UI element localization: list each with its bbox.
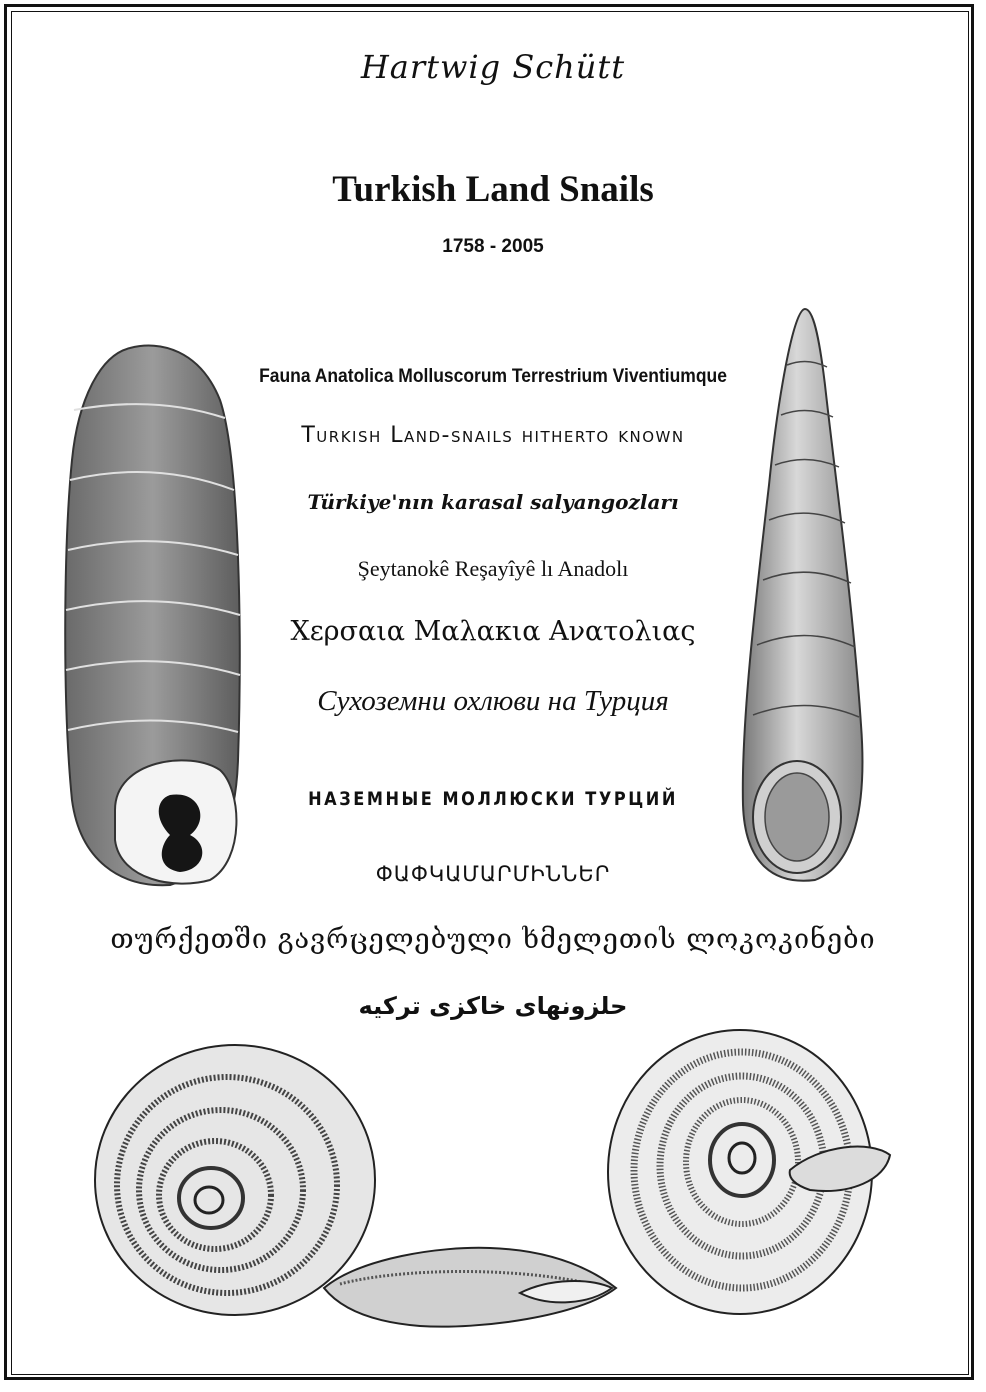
subtitle-armenian: ՓԱՓԿԱՄԱՐՄԻՆՆԵՐ	[375, 862, 611, 886]
author-name: Hartwig Schütt	[360, 48, 626, 86]
subtitle-zaza: Şeytanokê Reşayîyê lı Anadolı	[357, 556, 629, 581]
clausiliid-shell-icon	[60, 340, 250, 890]
subtitle-russian: НАЗЕМНЫЕ МОЛЛЮСКИ ТУРЦИЙ	[308, 788, 678, 810]
subtitle-persian: حلزونهای خاکزی ترکیه	[358, 992, 628, 1020]
coiled-shell-bottom-icon	[600, 1020, 900, 1330]
subtitle-greek: Χερσαια Μαλακια Ανατολιας	[290, 616, 696, 647]
year-range: 1758 - 2005	[442, 236, 544, 257]
tall-spire-shell-icon	[735, 305, 875, 885]
subtitle-turkish: Türkiye'nın karasal salyangozları	[307, 490, 679, 514]
subtitle-english: Turkish Land-snails hitherto known	[301, 423, 685, 448]
book-title: Turkish Land Snails	[332, 169, 654, 210]
subtitle-bulgarian: Сухоземни охлюви на Турция	[317, 685, 669, 717]
shell-side-view-icon	[320, 1238, 620, 1338]
subtitle-georgian: თურქეთში გავრცელებული ხმელეთის ლოკოკინები	[110, 924, 876, 955]
subtitle-latin: Fauna Anatolica Molluscorum Terrestrium Viventiumque	[259, 366, 727, 387]
